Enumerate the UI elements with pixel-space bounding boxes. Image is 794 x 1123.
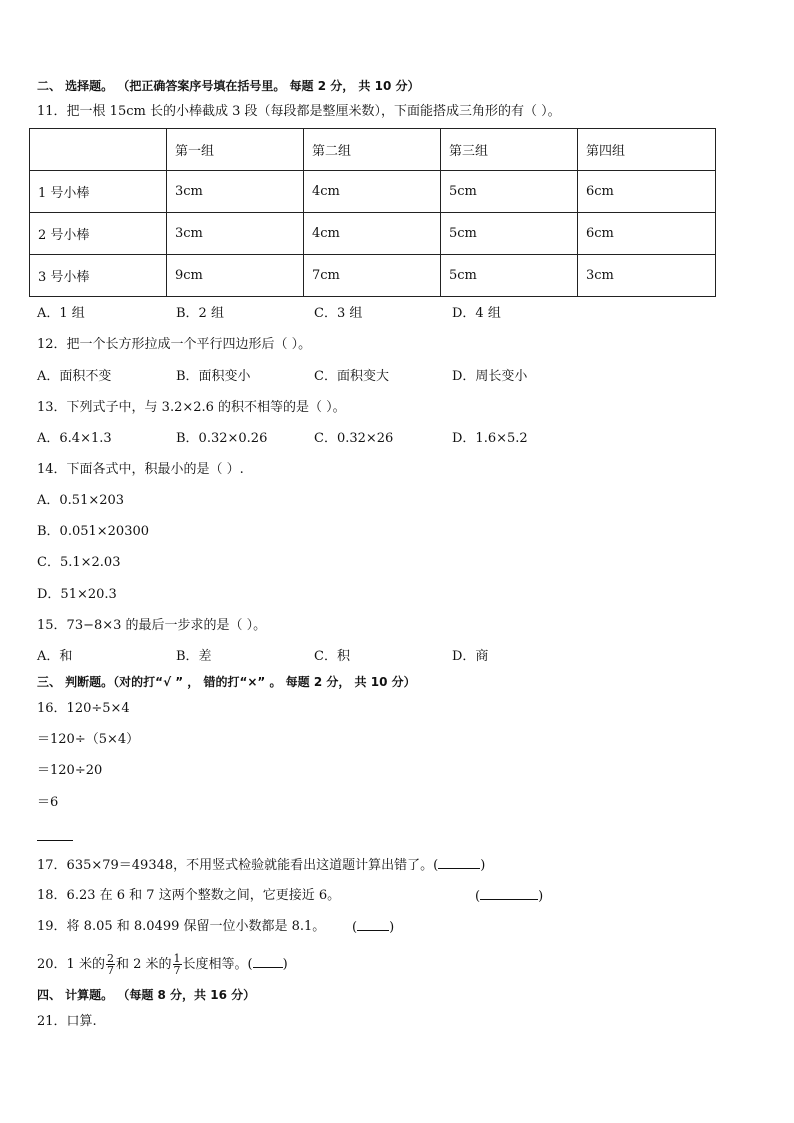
q15-option-d[interactable]: D．商 — [452, 649, 489, 664]
table-cell: 第四组 — [578, 129, 716, 171]
q11-option-a[interactable]: A．1 组 — [37, 306, 85, 321]
table-cell: 3cm — [578, 255, 716, 297]
question-17 — [37, 856, 485, 875]
table-cell: 3 号小棒 — [30, 255, 167, 297]
stick-groups-table — [29, 128, 716, 297]
question-13-stem: 13．下列式子中，与 3.2×2.6 的积不相等的是（ ）。 — [37, 400, 346, 415]
table-cell: 4cm — [304, 171, 441, 213]
q12-option-d[interactable]: D．周长变小 — [452, 369, 528, 384]
section-4-heading: 四、 计算题。 （每题 8 分，共 16 分） — [37, 988, 256, 1002]
question-12-stem: 12．把一个长方形拉成一个平行四边形后（ ）。 — [37, 337, 312, 352]
q14-option-d[interactable]: D．51×20.3 — [37, 587, 117, 602]
q15-option-b[interactable]: B．差 — [176, 649, 212, 664]
q18-close-paren: ) — [538, 889, 544, 904]
table-cell: 4cm — [304, 213, 441, 255]
table-cell: 第一组 — [167, 129, 304, 171]
q20-close-paren: ) — [282, 957, 288, 972]
q14-option-a[interactable]: A．0.51×203 — [37, 493, 125, 508]
question-18-answer — [475, 887, 543, 906]
q19-answer-blank[interactable] — [357, 918, 389, 931]
question-20 — [37, 952, 288, 978]
question-18-text: 18．6.23 在 6 和 7 这两个整数之间，它更接近 6。 — [37, 888, 341, 903]
q16-line-4: ＝6 — [37, 795, 59, 810]
q20-answer-blank[interactable] — [253, 955, 283, 968]
question-19-text: 19．将 8.05 和 8.0499 保留一位小数都是 8.1。 — [37, 919, 326, 934]
table-row — [30, 171, 716, 213]
question-15-stem: 15．73−8×3 的最后一步求的是（ ）。 — [37, 618, 267, 633]
q17-close-paren: ) — [480, 858, 486, 873]
table-cell: 第二组 — [304, 129, 441, 171]
fraction-numerator: 2 — [106, 952, 114, 965]
table-cell: 6cm — [578, 213, 716, 255]
q20-part-2: 和 2 米的 — [115, 957, 172, 972]
q15-option-a[interactable]: A．和 — [37, 649, 73, 664]
q13-option-c[interactable]: C．0.32×26 — [314, 431, 394, 446]
q13-option-d[interactable]: D．1.6×5.2 — [452, 431, 528, 446]
q11-option-d[interactable]: D．4 组 — [452, 306, 501, 321]
section-3-heading: 三、 判断题。（对的打“√ ” ， 错的打“×” 。 每题 2 分， 共 10 分） — [37, 675, 416, 689]
table-cell: 5cm — [441, 171, 578, 213]
table-cell: 6cm — [578, 171, 716, 213]
q16-answer-blank[interactable] — [37, 840, 73, 841]
q20-part-1: 20．1 米的 — [37, 957, 105, 972]
question-14-stem: 14．下面各式中，积最小的是（ ）. — [37, 462, 244, 477]
table-cell: 第三组 — [441, 129, 578, 171]
q20-part-3: 长度相等。( — [182, 957, 253, 972]
fraction-denominator: 7 — [106, 964, 114, 977]
table-cell — [30, 129, 167, 171]
table-cell: 2 号小棒 — [30, 213, 167, 255]
table-cell: 3cm — [167, 213, 304, 255]
q13-option-a[interactable]: A．6.4×1.3 — [37, 431, 112, 446]
q12-option-a[interactable]: A．面积不变 — [37, 369, 112, 384]
table-cell: 7cm — [304, 255, 441, 297]
q14-option-b[interactable]: B．0.051×20300 — [37, 524, 150, 539]
fraction-two-sevenths — [106, 953, 115, 976]
q16-line-3: ＝120÷20 — [37, 763, 103, 778]
q16-line-2: ＝120÷（5×4） — [37, 732, 140, 747]
fraction-denominator: 7 — [173, 964, 181, 977]
q14-option-c[interactable]: C．5.1×2.03 — [37, 555, 121, 570]
q18-open-paren: ( — [475, 889, 481, 904]
table-header-row — [30, 129, 716, 171]
table-cell: 9cm — [167, 255, 304, 297]
section-2-heading: 二、 选择题。 （把正确答案序号填在括号里。 每题 2 分， 共 10 分） — [37, 79, 420, 93]
question-21-stem: 21．口算. — [37, 1014, 97, 1029]
q11-option-c[interactable]: C．3 组 — [314, 306, 363, 321]
q19-open-paren: ( — [352, 920, 358, 935]
q16-line-1: 16．120÷5×4 — [37, 701, 130, 716]
table-row — [30, 213, 716, 255]
q17-text: 17．635×79＝49348，不用竖式检验就能看出这道题计算出错了。( — [37, 858, 439, 873]
q12-option-c[interactable]: C．面积变大 — [314, 369, 389, 384]
table-cell: 1 号小棒 — [30, 171, 167, 213]
q12-option-b[interactable]: B．面积变小 — [176, 369, 251, 384]
table-cell: 3cm — [167, 171, 304, 213]
fraction-one-seventh — [173, 953, 182, 976]
q13-option-b[interactable]: B．0.32×0.26 — [176, 431, 268, 446]
table-row — [30, 255, 716, 297]
q15-option-c[interactable]: C．积 — [314, 649, 350, 664]
table-cell: 5cm — [441, 255, 578, 297]
question-11-stem: 11．把一根 15cm 长的小棒截成 3 段（每段都是整厘米数），下面能搭成三角形的有（ ）。 — [37, 104, 561, 119]
q18-answer-blank[interactable] — [480, 887, 538, 900]
question-19-answer — [352, 918, 394, 937]
q17-answer-blank[interactable] — [438, 856, 480, 869]
fraction-numerator: 1 — [173, 952, 181, 965]
q11-option-b[interactable]: B．2 组 — [176, 306, 224, 321]
table-cell: 5cm — [441, 213, 578, 255]
q19-close-paren: ) — [389, 920, 395, 935]
